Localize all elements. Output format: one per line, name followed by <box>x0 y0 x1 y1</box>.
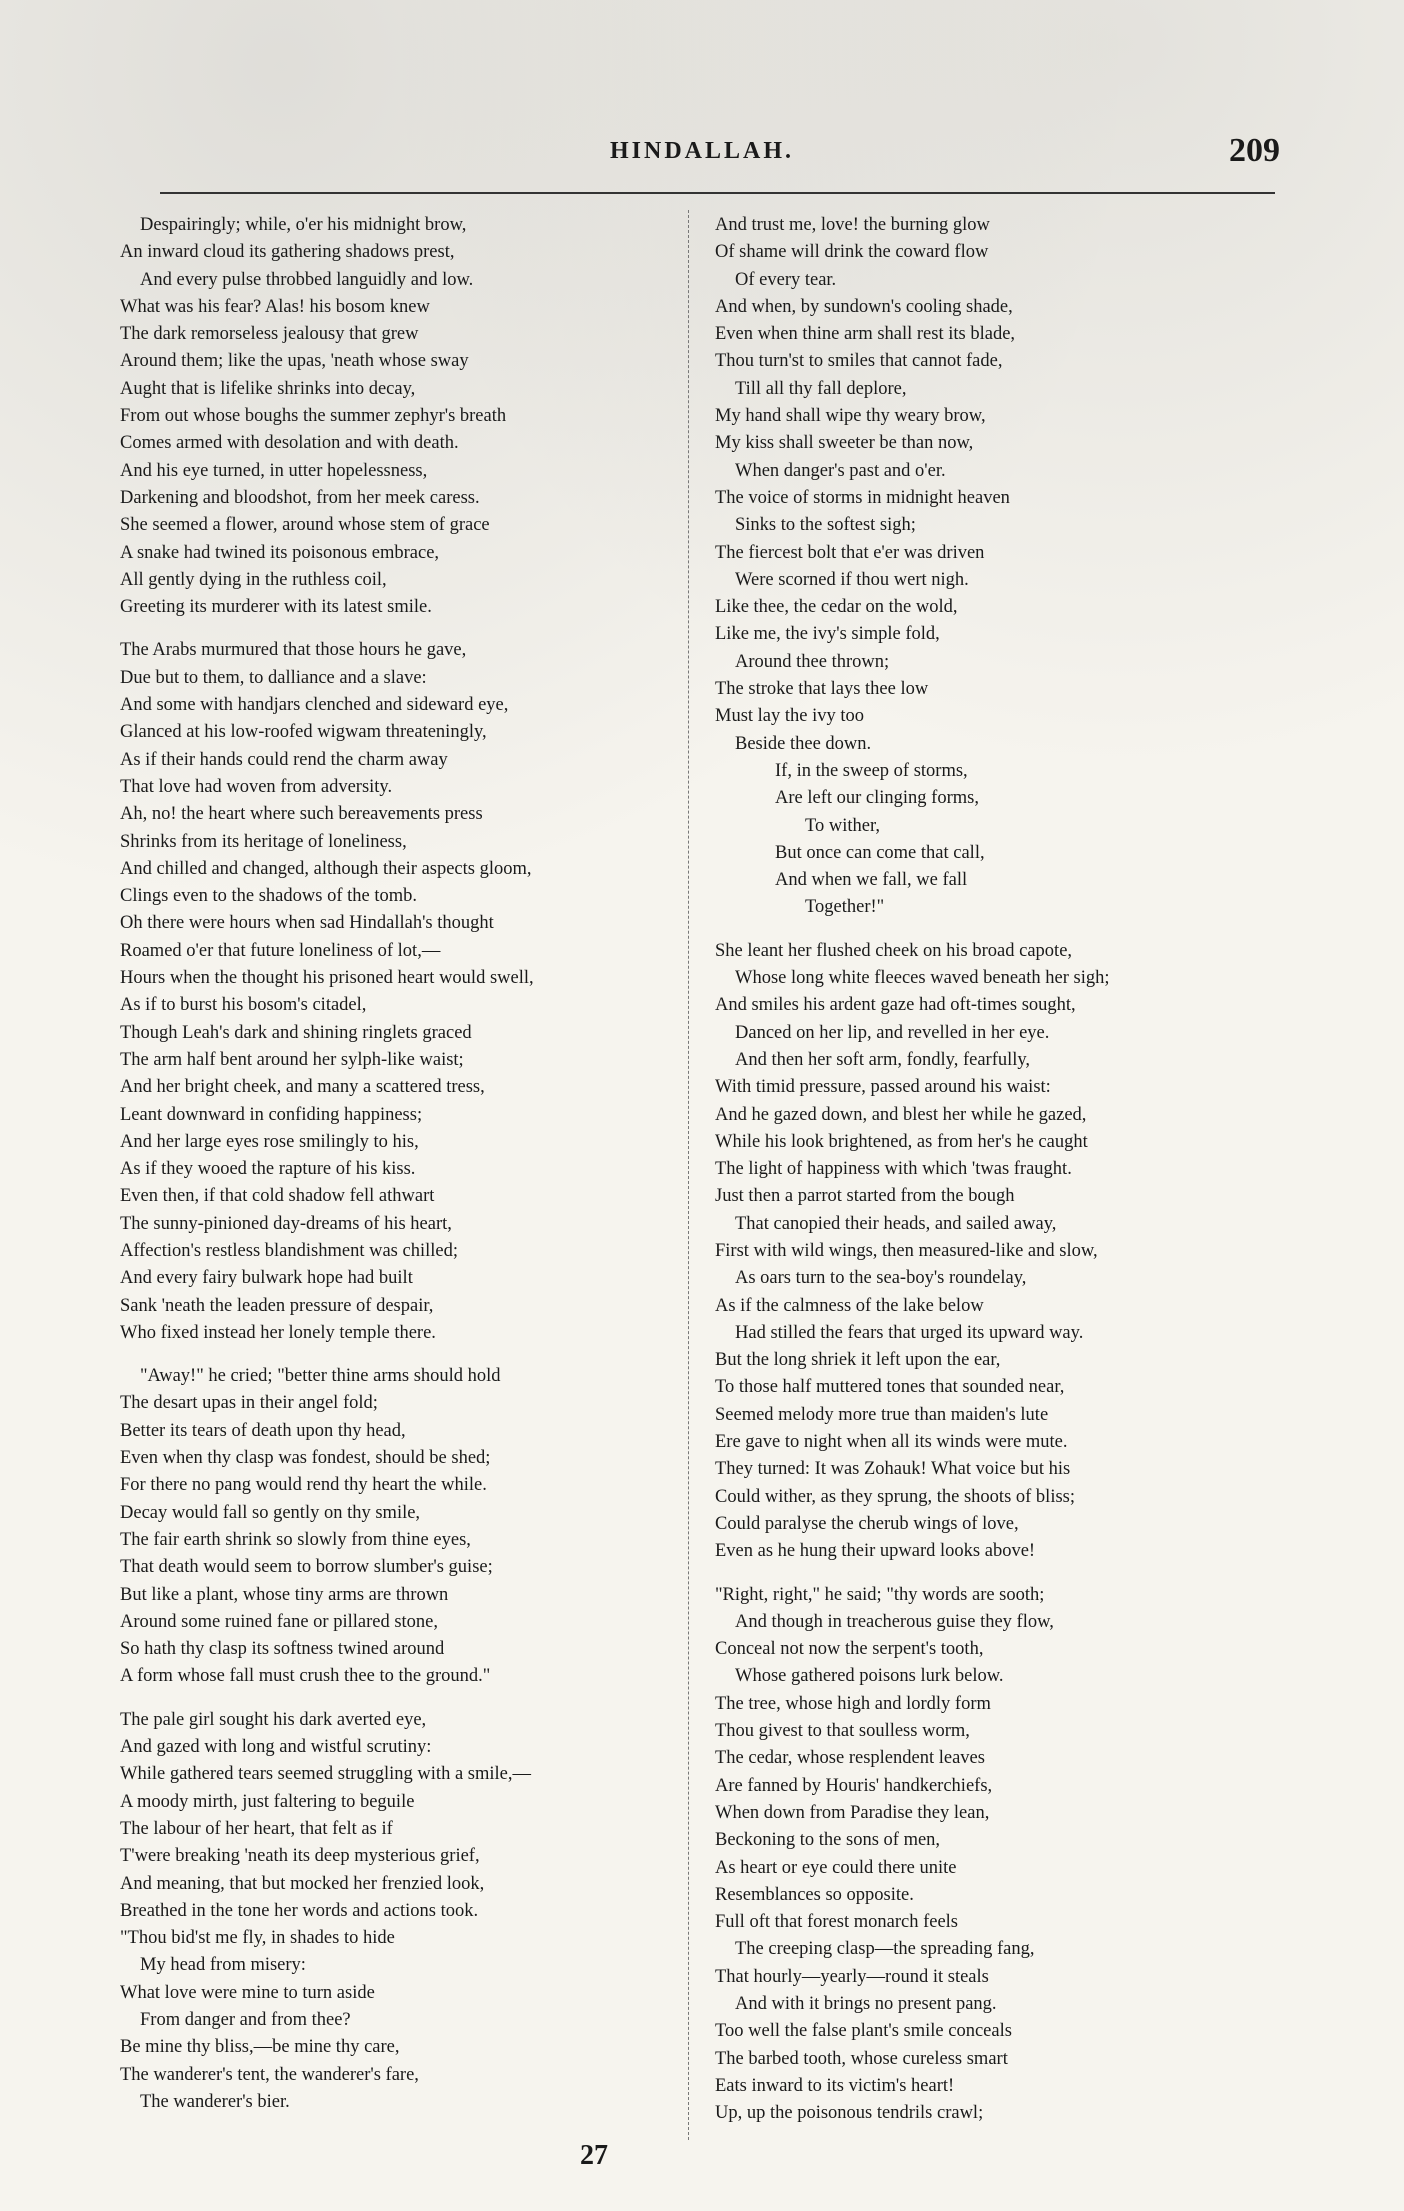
poem-line: "Away!" he cried; "better thine arms should hold <box>140 1366 501 1387</box>
poem-line: The wanderer's bier. <box>140 2091 290 2112</box>
page-header <box>150 132 1280 180</box>
column-divider <box>688 210 689 2140</box>
poem-line: Even when thine arm shall rest its blade, <box>715 324 1016 345</box>
poem-line: And with it brings no present pang. <box>735 1994 997 2014</box>
poem-line: As if they wooed the rapture of his kiss. <box>120 1159 416 1180</box>
poem-line: Had stilled the fears that urged its upward way. <box>735 1322 1084 1343</box>
poem-line: Glanced at his low-roofed wigwam threateningly, <box>120 722 487 743</box>
poem-line: But once can come that call, <box>775 842 985 863</box>
poem-line: If, in the sweep of storms, <box>775 760 968 781</box>
poem-line: Breathed in the tone her words and actions took. <box>120 1900 479 1921</box>
poem-line: Up, up the poisonous tendrils crawl; <box>715 2103 984 2124</box>
stanza-break <box>100 621 685 637</box>
poem-line: And every fairy bulwark hope had built <box>120 1268 413 1289</box>
poem-line: Thou turn'st to smiles that cannot fade, <box>715 351 1003 372</box>
poem-line: "Thou bid'st me fly, in shades to hide <box>120 1928 395 1949</box>
poem-line: And her bright cheek, and many a scattered tress, <box>120 1077 485 1098</box>
poem-line: Though Leah's dark and shining ringlets graced <box>120 1022 472 1043</box>
poem-line: When down from Paradise they lean, <box>715 1802 990 1823</box>
poem-line: Eats inward to its victim's heart! <box>715 2075 955 2096</box>
poem-line: T'were breaking 'neath its deep mysterious grief, <box>120 1846 480 1867</box>
poem-line: From out whose boughs the summer zephyr's breath <box>120 406 507 427</box>
poem-line: While gathered tears seemed struggling with a smile,— <box>120 1764 531 1785</box>
stanza-break <box>100 1347 685 1363</box>
poem-line: The cedar, whose resplendent leaves <box>715 1748 985 1769</box>
poem-line: To wither, <box>805 815 881 836</box>
poem-line: And every pulse throbbed languidly and low. <box>140 269 474 290</box>
stanza-break <box>100 1691 685 1707</box>
poem-line: The barbed tooth, whose cureless smart <box>715 2048 1008 2069</box>
poem-line: And trust me, love! the burning glow <box>715 215 990 235</box>
stanza-break <box>695 922 1295 938</box>
poem-line: Be mine thy bliss,—be mine thy care, <box>120 2037 400 2058</box>
poem-line: First with wild wings, then measured-like and slow, <box>715 1240 1098 1261</box>
poem-line: She seemed a flower, around whose stem of grace <box>120 515 490 536</box>
poem-line: Even as he hung their upward looks above! <box>715 1541 1036 1562</box>
poem-line: From danger and from thee? <box>140 2010 351 2030</box>
poem-line: Together!" <box>805 897 885 918</box>
poem-line: Thou givest to that soulless worm, <box>715 1721 970 1742</box>
poem-line: The pale girl sought his dark averted eye, <box>120 1709 427 1730</box>
poem-line: Whose long white fleeces waved beneath her sigh; <box>735 968 1110 989</box>
poem-line: The light of happiness with which 'twas fraught. <box>715 1159 1072 1180</box>
poem-line: Hours when the thought his prisoned heart would swell, <box>120 968 534 989</box>
poem-line: So hath thy clasp its softness twined around <box>120 1639 445 1660</box>
running-title: HINDALLAH. <box>610 138 795 164</box>
poem-line: Clings even to the shadows of the tomb. <box>120 886 417 907</box>
poem-line: But like a plant, whose tiny arms are thrown <box>120 1584 449 1605</box>
poem-line: And he gazed down, and blest her while he gazed, <box>715 1104 1087 1125</box>
poem-line: And when we fall, we fall <box>775 870 968 891</box>
poem-line: The fair earth shrink so slowly from thine eyes, <box>120 1529 471 1550</box>
poem-line: The voice of storms in midnight heaven <box>715 487 1010 508</box>
poem-line: Ah, no! the heart where such bereavements press <box>120 804 483 825</box>
stanza-break <box>695 1566 1295 1582</box>
poem-line: And though in treacherous guise they flow, <box>735 1611 1054 1632</box>
poem-line: Shrinks from its heritage of loneliness, <box>120 831 407 852</box>
poem-line: Comes armed with desolation and with death. <box>120 433 459 454</box>
poem-line: The labour of her heart, that felt as if <box>120 1818 393 1839</box>
poem-line: My hand shall wipe thy weary brow, <box>715 406 986 427</box>
poem-line: She leant her flushed cheek on his broad capote, <box>715 940 1073 961</box>
poem-line: The sunny-pinioned day-dreams of his heart, <box>120 1213 452 1234</box>
poem-line: As if to burst his bosom's citadel, <box>120 995 367 1016</box>
poem-line: Were scorned if thou wert nigh. <box>735 569 969 590</box>
poem-line: Affection's restless blandishment was chilled; <box>120 1240 458 1261</box>
poem-line: Whose gathered poisons lurk below. <box>735 1666 1004 1687</box>
poem-line: Seemed melody more true than maiden's lute <box>715 1404 1049 1425</box>
poem-line: Decay would fall so gently on thy smile, <box>120 1502 421 1523</box>
left-column <box>100 212 685 2116</box>
poem-line: The tree, whose high and lordly form <box>715 1693 991 1714</box>
poem-line: Sinks to the softest sigh; <box>735 515 916 536</box>
poem-line: Are fanned by Houris' handkerchiefs, <box>715 1775 993 1796</box>
poem-line: As if their hands could rend the charm away <box>120 749 448 770</box>
poem-line: A form whose fall must crush thee to the ground." <box>120 1666 491 1687</box>
poem-line: Are left our clinging forms, <box>775 788 979 809</box>
poem-line: Danced on her lip, and revelled in her eye. <box>735 1022 1050 1043</box>
poem-line: Must lay the ivy too <box>715 706 865 727</box>
poem-line: "Right, right," he said; "thy words are sooth; <box>715 1584 1045 1605</box>
poem-line: Conceal not now the serpent's tooth, <box>715 1639 984 1660</box>
poem-line: That hourly—yearly—round it steals <box>715 1966 989 1987</box>
poem-line: Till all thy fall deplore, <box>735 378 907 399</box>
poem-line: And chilled and changed, although their aspects gloom, <box>120 858 532 879</box>
poem-line: Around thee thrown; <box>735 651 890 672</box>
poem-line: As oars turn to the sea-boy's roundelay, <box>735 1268 1027 1289</box>
poem-line: Who fixed instead her lonely temple there. <box>120 1322 436 1343</box>
poem-line: And his eye turned, in utter hopelessness, <box>120 460 428 481</box>
poem-line: When danger's past and o'er. <box>735 460 946 481</box>
poem-line: And smiles his ardent gaze had oft-times sought, <box>715 995 1076 1016</box>
poem-line: An inward cloud its gathering shadows prest, <box>120 242 455 263</box>
poem-line: Roamed o'er that future loneliness of lot,— <box>120 940 441 961</box>
poem-line: Of shame will drink the coward flow <box>715 242 989 263</box>
poem-line: Aught that is lifelike shrinks into decay, <box>120 378 416 399</box>
poem-line: Around some ruined fane or pillared stone, <box>120 1611 439 1632</box>
poem-line: Beside thee down. <box>735 733 872 754</box>
poem-line: And meaning, that but mocked her frenzied look, <box>120 1873 485 1894</box>
poem-line: A snake had twined its poisonous embrace, <box>120 542 440 563</box>
poem-line: My head from misery: <box>140 1955 306 1976</box>
poem-line: But the long shriek it left upon the ear, <box>715 1350 1001 1371</box>
poem-line: The fiercest bolt that e'er was driven <box>715 542 985 563</box>
poem-line: As if the calmness of the lake below <box>715 1295 984 1316</box>
poem-line: Darkening and bloodshot, from her meek caress. <box>120 487 480 508</box>
header-rule <box>160 192 1275 194</box>
poem-line: Beckoning to the sons of men, <box>715 1830 941 1851</box>
poem-line: And gazed with long and wistful scrutiny: <box>120 1737 432 1758</box>
poem-line: That death would seem to borrow slumber's guise; <box>120 1557 493 1578</box>
poem-line: Even then, if that cold shadow fell athwart <box>120 1186 435 1207</box>
poem-line: Could wither, as they sprung, the shoots of bliss; <box>715 1486 1075 1507</box>
poem-line: What was his fear? Alas! his bosom knew <box>120 296 430 317</box>
poem-line: For there no pang would rend thy heart the while. <box>120 1475 487 1496</box>
poem-line: Ere gave to night when all its winds were mute. <box>715 1432 1068 1453</box>
poem-line: All gently dying in the ruthless coil, <box>120 569 387 590</box>
poem-line: And some with handjars clenched and sideward eye, <box>120 695 509 716</box>
poem-line: Just then a parrot started from the bough <box>715 1186 1015 1207</box>
poem-line: The stroke that lays thee low <box>715 679 929 700</box>
poem-line: The dark remorseless jealousy that grew <box>120 324 419 345</box>
poem-line: Due but to them, to dalliance and a slave: <box>120 667 427 688</box>
poem-line: Oh there were hours when sad Hindallah's thought <box>120 913 494 934</box>
poem-line: My kiss shall sweeter be than now, <box>715 433 974 454</box>
poem-line: While his look brightened, as from her's he caught <box>715 1131 1088 1152</box>
poem-line: That love had woven from adversity. <box>120 776 393 797</box>
poem-line: The desart upas in their angel fold; <box>120 1393 378 1414</box>
poem-line: And when, by sundown's cooling shade, <box>715 296 1013 317</box>
poem-line: The wanderer's tent, the wanderer's fare, <box>120 2064 419 2085</box>
page-number: 209 <box>1229 132 1280 169</box>
poem-line: Like thee, the cedar on the wold, <box>715 597 958 618</box>
poem-line: Like me, the ivy's simple fold, <box>715 624 940 645</box>
poem-line: With timid pressure, passed around his waist: <box>715 1077 1051 1098</box>
poem-line: As heart or eye could there unite <box>715 1857 957 1878</box>
poem-line: Greeting its murderer with its latest smile. <box>120 597 432 618</box>
poem-line: Better its tears of death upon thy head, <box>120 1420 406 1441</box>
poem-line: Of every tear. <box>735 269 837 290</box>
poem-line: Full oft that forest monarch feels <box>715 1912 959 1933</box>
poem-line: Despairingly; while, o'er his midnight brow, <box>140 215 467 235</box>
poem-line: The Arabs murmured that those hours he gave, <box>120 640 467 661</box>
right-column <box>695 212 1295 2127</box>
poem-line: Even when thy clasp was fondest, should be shed; <box>120 1448 491 1469</box>
poem-line: Leant downward in confiding happiness; <box>120 1104 423 1125</box>
poem-line: They turned: It was Zohauk! What voice but his <box>715 1459 1071 1480</box>
poem-line: What love were mine to turn aside <box>120 1982 375 2003</box>
poem-line: The creeping clasp—the spreading fang, <box>735 1939 1035 1960</box>
poem-line: And then her soft arm, fondly, fearfully, <box>735 1049 1031 1070</box>
poem-line: And her large eyes rose smilingly to his, <box>120 1131 419 1152</box>
poem-line: Too well the false plant's smile conceals <box>715 2021 1012 2042</box>
signature-mark: 27 <box>580 2140 608 2171</box>
poem-line: That canopied their heads, and sailed away, <box>735 1213 1057 1234</box>
poem-line: Could paralyse the cherub wings of love, <box>715 1513 1019 1534</box>
poem-line: To those half muttered tones that sounded near, <box>715 1377 1065 1398</box>
poem-line: Resemblances so opposite. <box>715 1884 914 1905</box>
poem-line: Around them; like the upas, 'neath whose sway <box>120 351 469 372</box>
poem-line: Sank 'neath the leaden pressure of despair, <box>120 1295 434 1316</box>
poem-line: The arm half bent around her sylph-like waist; <box>120 1049 464 1070</box>
poem-line: A moody mirth, just faltering to beguile <box>120 1791 415 1812</box>
